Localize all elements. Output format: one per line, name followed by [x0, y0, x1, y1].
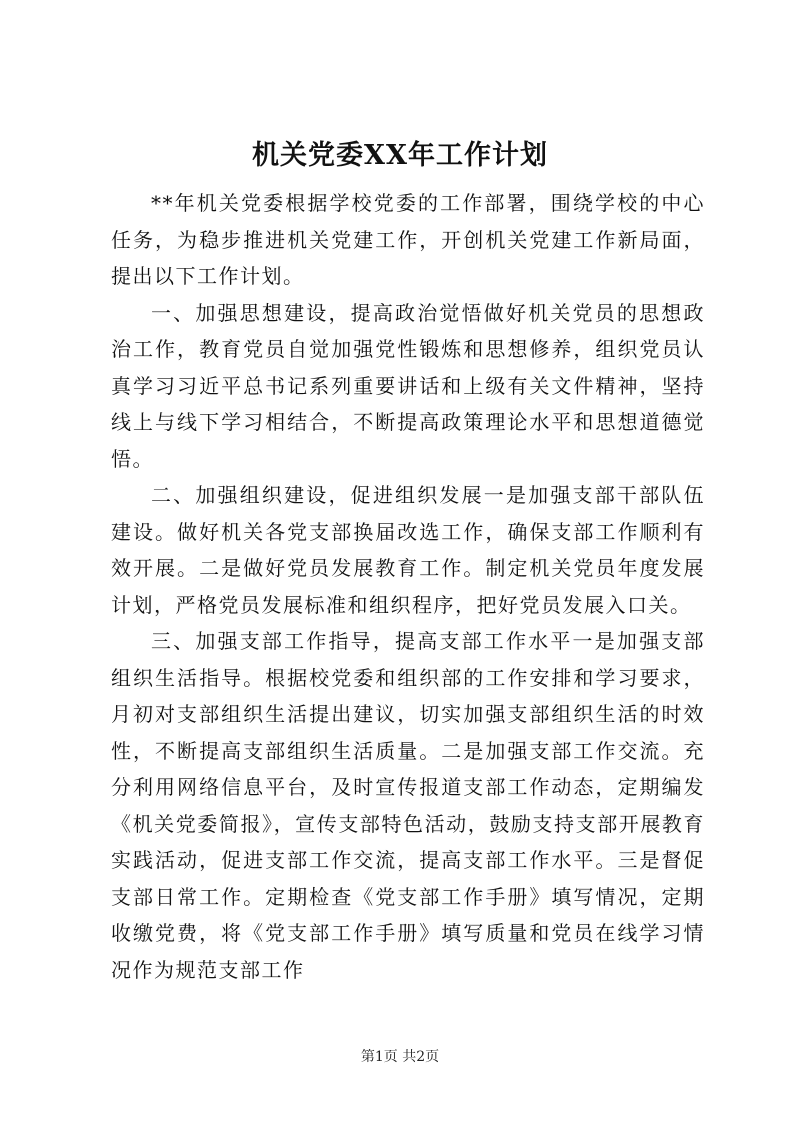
paragraph-intro: **年机关党委根据学校党委的工作部署，围绕学校的中心任务，为稳步推进机关党建工作，开创机关党建工作新局面，提出以下工作计划。: [111, 191, 705, 288]
page-number-footer: 第1页 共2页: [360, 1049, 440, 1065]
paragraph-branch-guidance: 三、加强支部工作指导，提高支部工作水平一是加强支部组织生活指导。根据校党委和组织部的工作安排和学习要求，月初对支部组织生活提出建议，切实加强支部组织生活的时效性，不断提高支部组织生活质量。二是加强支部工作交流。充分利用网络信息平台，及时宣传报道支部工作动态，定期编发《机关党委简报》，宣传支部特色活动，鼓励支持支部开展教育实践活动，促进支部工作交流，提高支部工作水平。三是督促支部日常工作。定期检查《党支部工作手册》填写情况，定期收缴党费，将《党支部工作手册》填写质量和党员在线学习情况作为规范支部工作: [111, 629, 705, 982]
document-title: 机关党委XX年工作计划: [252, 140, 548, 171]
document-body: [111, 185, 705, 988]
paragraph-organizational-building: 二、加强组织建设，促进组织发展一是加强支部干部队伍建设。做好机关各党支部换届改选工作，确保支部工作顺利有效开展。二是做好党员发展教育工作。制定机关党员年度发展计划，严格党员发展标准和组织程序，把好党员发展入口关。: [111, 483, 705, 617]
paragraph-ideological-building: 一、加强思想建设，提高政治觉悟做好机关党员的思想政治工作，教育党员自觉加强党性锻炼和思想修养，组织党员认真学习习近平总书记系列重要讲话和上级有关文件精神，坚持线上与线下学习相结合，不断提高政策理论水平和思想道德觉悟。: [111, 300, 705, 471]
